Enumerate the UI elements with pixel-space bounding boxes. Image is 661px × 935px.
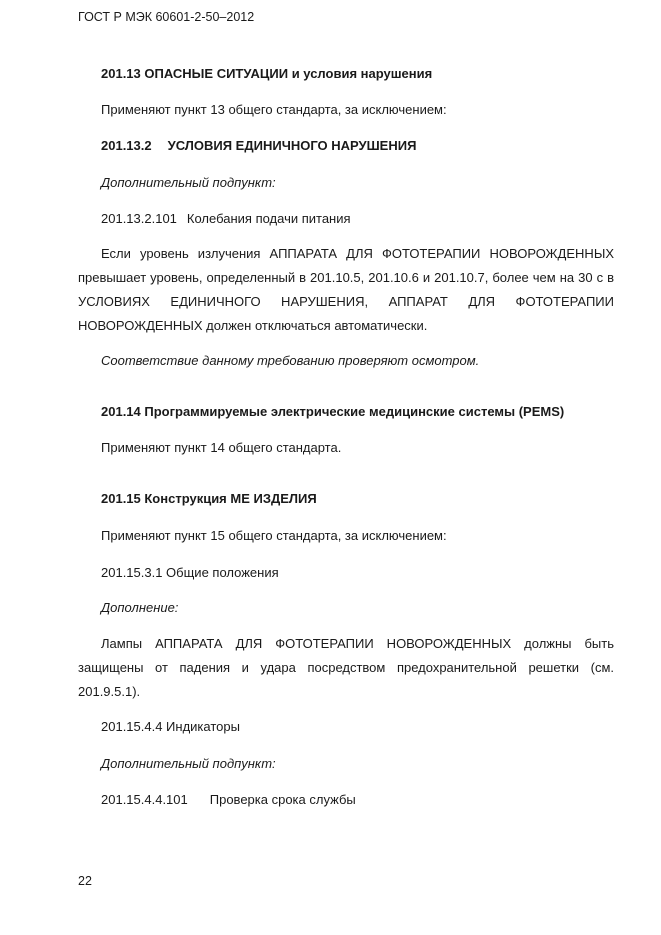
subclause-title: Проверка срока службы	[209, 792, 356, 807]
section-201-14-text: Применяют пункт 14 общего стандарта.	[101, 440, 342, 455]
section-number: 201.13	[101, 66, 141, 81]
subclause-201-15-4-4: 201.15.4.4 Индикаторы	[101, 719, 240, 734]
subclause-201-13-2-101	[101, 211, 351, 226]
section-title-caps: ОПАСНЫЕ СИТУАЦИИ	[144, 66, 289, 81]
section-201-15-text: Применяют пункт 15 общего стандарта, за исключением:	[101, 528, 447, 543]
subclause-number: 201.15.4.4.101	[101, 792, 188, 807]
power-fluctuation-paragraph: Если уровень излучения АППАРАТА ДЛЯ ФОТОТЕРАПИИ НОВОРОЖДЕННЫХ превышает уровень, определенный в 201.10.5, 201.10.6 и 201.10.7, более чем на 30 с в УСЛОВИЯХ ЕДИНИЧНОГО НАРУШЕНИЯ, АППАРАТ ДЛЯ ФОТОТЕРАПИИ НОВОРОЖДЕННЫХ должен отключаться автоматически.	[78, 246, 614, 333]
additional-subclause-label-2: Дополнительный подпункт:	[101, 756, 276, 771]
document-header: ГОСТ Р МЭК 60601-2-50–2012	[78, 10, 255, 24]
additional-subclause-label: Дополнительный подпункт:	[101, 175, 276, 190]
section-title-rest: и условия нарушения	[291, 66, 433, 81]
subclause-201-15-4-4-101	[101, 792, 356, 807]
section-201-15-heading: 201.15 Конструкция МЕ ИЗДЕЛИЯ	[101, 491, 317, 506]
page-number: 22	[78, 874, 92, 888]
section-201-13-2-heading	[101, 138, 416, 153]
subclause-201-15-3-1: 201.15.3.1 Общие положения	[101, 565, 279, 580]
section-201-13-text: Применяют пункт 13 общего стандарта, за исключением:	[101, 102, 447, 117]
section-title: УСЛОВИЯ ЕДИНИЧНОГО НАРУШЕНИЯ	[167, 138, 417, 153]
lamp-protection-paragraph: Лампы АППАРАТА ДЛЯ ФОТОТЕРАПИИ НОВОРОЖДЕННЫХ должны быть защищены от падения и удара посредством предохранительной решетки (см. 201.9.5.1).	[78, 636, 614, 699]
section-201-13-heading	[101, 66, 432, 81]
compliance-statement: Соответствие данному требованию проверяют осмотром.	[101, 353, 480, 368]
section-number: 201.13.2	[101, 138, 152, 153]
subclause-title: Колебания подачи питания	[186, 211, 351, 226]
addition-label: Дополнение:	[101, 600, 179, 615]
subclause-number: 201.13.2.101	[101, 211, 177, 226]
section-201-14-heading: 201.14 Программируемые электрические медицинские системы (PEMS)	[101, 404, 565, 419]
